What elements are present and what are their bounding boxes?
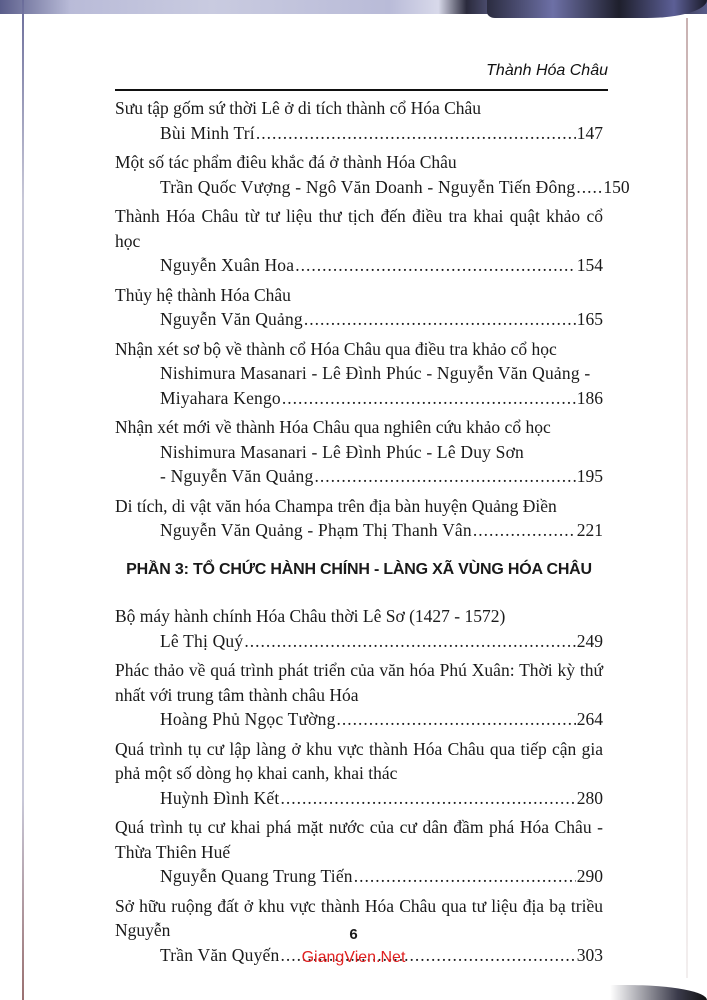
entry-title: Nhận xét mới về thành Hóa Châu qua nghiên cứu khảo cổ học bbox=[115, 417, 551, 437]
author-line bbox=[115, 253, 603, 278]
entry-page-number: 147 bbox=[576, 122, 603, 143]
entry-title: Quá trình tụ cư lập làng ở khu vực thành Hóa Châu qua tiếp cận gia phả một số dòng họ khai canh, khai thác bbox=[115, 738, 603, 783]
entry-page-number: 264 bbox=[576, 709, 603, 729]
entry-title: Sưu tập gốm sứ thời Lê ở di tích thành cổ Hóa Châu bbox=[115, 98, 482, 118]
section-heading: PHẦN 3: TỔ CHỨC HÀNH CHÍNH - LÀNG XÃ VÙNG HÓA CHÂU bbox=[126, 560, 592, 578]
page-curl-top-right bbox=[487, 0, 707, 18]
entry-authors: Trần Quốc Vượng - Ngô Văn Doanh - Nguyễn Tiến Đông bbox=[160, 176, 576, 197]
entry-authors: Hoàng Phủ Ngọc Tường bbox=[160, 709, 336, 729]
author-line bbox=[115, 864, 603, 889]
page-edge-right bbox=[686, 18, 688, 978]
entry-page-number: 150 bbox=[603, 176, 630, 197]
author-line bbox=[115, 464, 603, 489]
entry-authors: Huỳnh Đình Kết bbox=[160, 787, 280, 808]
dot-leader bbox=[256, 121, 576, 146]
dot-leader bbox=[354, 864, 576, 889]
entry-title: Phác thảo về quá trình phát triển của văn hóa Phú Xuân: Thời kỳ thứ nhất với trung tâm thành châu Hóa bbox=[115, 660, 603, 705]
toc-entry bbox=[115, 283, 603, 332]
dot-leader bbox=[337, 707, 576, 732]
dot-leader bbox=[304, 307, 576, 332]
running-header: Thành Hóa Châu bbox=[486, 62, 608, 79]
page-edge-left bbox=[22, 0, 24, 1000]
toc-entry bbox=[115, 658, 603, 732]
entry-title: Nhận xét sơ bộ về thành cổ Hóa Châu qua điều tra khảo cổ học bbox=[115, 338, 557, 359]
author-line bbox=[115, 386, 603, 411]
entry-authors: Nguyễn Xuân Hoa bbox=[160, 255, 295, 275]
page-number: 6 bbox=[349, 926, 358, 943]
author-line bbox=[115, 307, 603, 332]
entry-authors: Nishimura Masanari - Lê Đình Phúc - Lê Duy Sơn bbox=[160, 441, 525, 462]
entry-authors: Nguyễn Văn Quảng - Phạm Thị Thanh Vân bbox=[160, 520, 472, 540]
toc-entry bbox=[115, 150, 630, 199]
toc-entry bbox=[115, 737, 603, 811]
page-curl-bottom-right bbox=[610, 985, 707, 1000]
dot-leader bbox=[280, 786, 575, 811]
entry-title: Bộ máy hành chính Hóa Châu thời Lê Sơ (1427 - 1572) bbox=[115, 606, 506, 626]
toc-entry bbox=[115, 494, 603, 543]
entry-title: Một số tác phẩm điêu khắc đá ở thành Hóa Châu bbox=[115, 152, 457, 172]
toc-entry bbox=[115, 204, 603, 278]
dot-leader bbox=[295, 253, 576, 278]
dot-leader bbox=[576, 175, 602, 200]
entry-authors: Nishimura Masanari - Lê Đình Phúc - Nguyễn Văn Quảng - bbox=[160, 363, 591, 383]
toc-entry bbox=[115, 415, 603, 489]
entry-page-number: 154 bbox=[576, 255, 603, 275]
dot-leader bbox=[473, 518, 576, 543]
entry-page-number: 195 bbox=[576, 466, 603, 486]
entry-title: Thủy hệ thành Hóa Châu bbox=[115, 284, 291, 305]
toc-entry bbox=[115, 96, 603, 145]
entry-authors: Nguyễn Quang Trung Tiến bbox=[160, 866, 353, 886]
entry-title: Thành Hóa Châu từ tư liệu thư tịch đến điều tra khai quật khảo cổ học bbox=[115, 206, 603, 251]
entry-authors: - Nguyễn Văn Quảng bbox=[160, 466, 314, 486]
entry-page-number: 303 bbox=[576, 944, 603, 965]
entry-page-number: 280 bbox=[576, 787, 603, 808]
entry-authors: Miyahara Kengo bbox=[160, 387, 281, 408]
toc-entry bbox=[115, 337, 603, 411]
watermark-link[interactable]: GiangVien.Net bbox=[301, 949, 406, 966]
entry-authors: Trần Văn Quyến bbox=[160, 944, 280, 965]
entry-page-number: 221 bbox=[576, 520, 603, 540]
entry-title: Quá trình tụ cư khai phá mặt nước của cư dân đầm phá Hóa Châu - Thừa Thiên Huế bbox=[115, 817, 603, 862]
dot-leader bbox=[282, 386, 576, 411]
entry-authors: Lê Thị Quý bbox=[160, 630, 244, 651]
entry-page-number: 290 bbox=[576, 866, 603, 886]
author-line bbox=[115, 175, 630, 200]
author-line bbox=[115, 629, 603, 654]
entry-authors: Bùi Minh Trí bbox=[160, 122, 255, 143]
author-line bbox=[115, 361, 603, 386]
author-line bbox=[115, 786, 603, 811]
entry-page-number: 186 bbox=[576, 387, 603, 408]
author-line bbox=[115, 518, 603, 543]
dot-leader bbox=[244, 629, 575, 654]
toc-entry bbox=[115, 815, 603, 889]
entry-title: Di tích, di vật văn hóa Champa trên địa bàn huyện Quảng Điền bbox=[115, 495, 557, 516]
author-line bbox=[115, 707, 603, 732]
entry-page-number: 249 bbox=[576, 630, 603, 651]
entry-authors: Nguyễn Văn Quảng bbox=[160, 309, 303, 329]
entry-title: Sở hữu ruộng đất ở khu vực thành Hóa Châu qua tư liệu địa bạ triều Nguyễn bbox=[115, 895, 603, 940]
dot-leader bbox=[314, 464, 575, 489]
toc-entry bbox=[115, 604, 603, 653]
author-line bbox=[115, 121, 603, 146]
author-line bbox=[115, 440, 603, 465]
table-of-contents bbox=[115, 96, 630, 972]
entry-page-number: 165 bbox=[576, 309, 603, 329]
header-rule bbox=[115, 89, 608, 91]
